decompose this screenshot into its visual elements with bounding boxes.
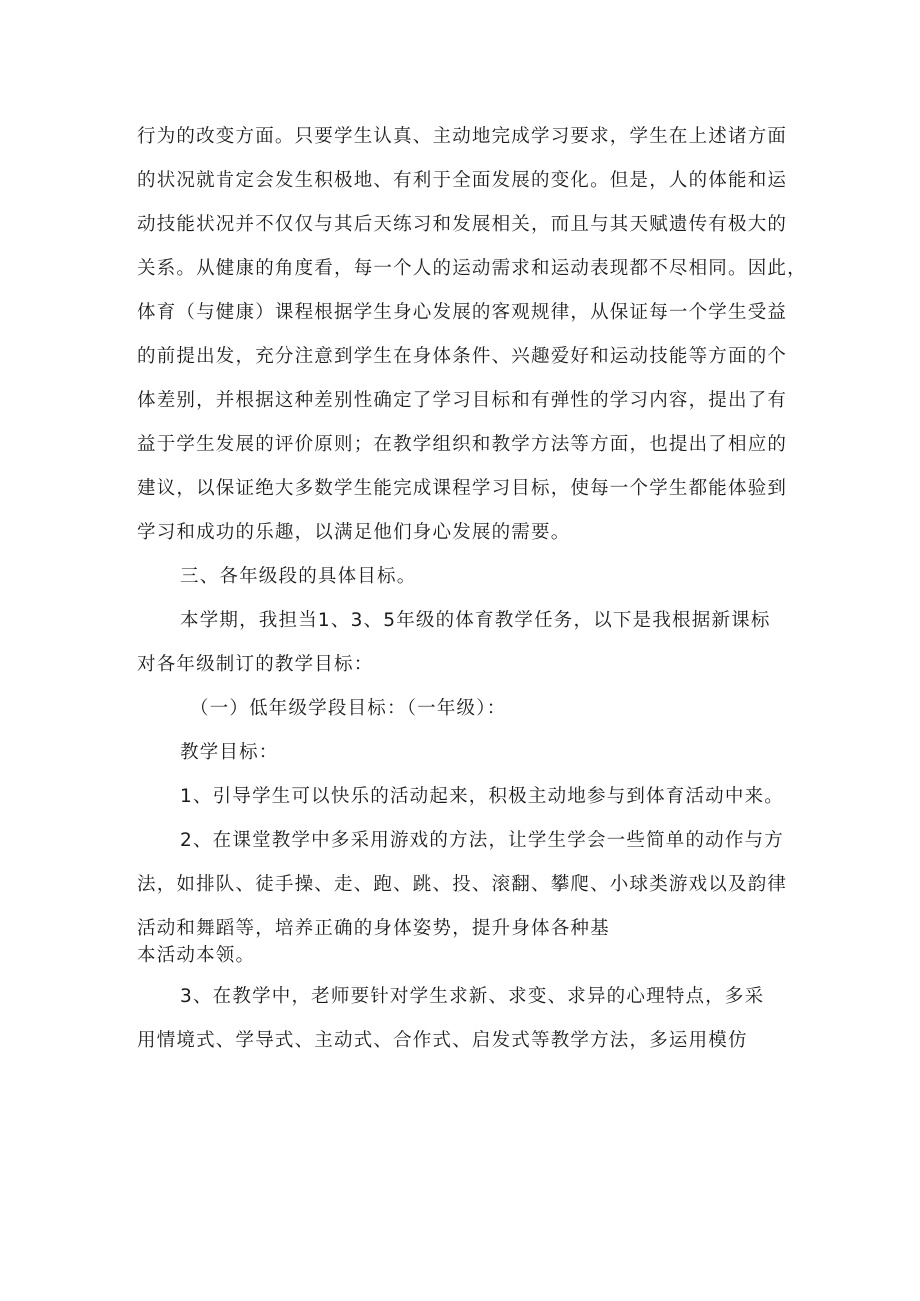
paragraph-line: 建议，以保证绝大多数学生能完成课程学习目标，使每一个学生都能体验到	[137, 478, 788, 499]
goal-item-3-line: 3、在教学中，老师要针对学生求新、求变、求异的心理特点，多采	[180, 986, 765, 1007]
paragraph-line: 学习和成功的乐趣，以满足他们身心发展的需要。	[137, 522, 571, 543]
subsection-heading: （一）低年级学段目标：（一年级）：	[190, 698, 507, 719]
goal-item-2-line: 法，如排队、徒手操、走、跑、跳、投、滚翻、攀爬、小球类游戏以及韵律	[137, 874, 788, 895]
paragraph-line: 行为的改变方面。只要学生认真、主动地完成学习要求，学生在上述诸方面	[137, 126, 788, 147]
intro-line: 对各年级制订的教学目标：	[137, 654, 374, 675]
paragraph-line: 的前提出发，充分注意到学生在身体条件、兴趣爱好和运动技能等方面的个	[137, 346, 788, 367]
goal-item-1: 1、引导学生可以快乐的活动起来，积极主动地参与到体育活动中来。	[180, 786, 784, 807]
goal-item-2-line: 2、在课堂教学中多采用游戏的方法，让学生学会一些简单的动作与方	[180, 830, 784, 851]
paragraph-line: 关系。从健康的角度看，每一个人的运动需求和运动表现都不尽相同。因此，	[137, 258, 807, 279]
paragraph-line: 体育（与健康）课程根据学生身心发展的客观规律，从保证每一个学生受益	[137, 302, 788, 323]
goal-item-2-line: 活动和舞蹈等，培养正确的身体姿势，提升身体各种基	[137, 918, 610, 939]
intro-line: 本学期，我担当1、3、5年级的体育教学任务，以下是我根据新课标	[180, 610, 771, 631]
paragraph-line: 的状况就肯定会发生积极地、有利于全面发展的变化。但是，人的体能和运	[137, 170, 788, 191]
goal-item-2-line: 本活动本领。	[137, 945, 256, 966]
paragraph-line: 动技能状况并不仅仅与其后天练习和发展相关，而且与其天赋遗传有极大的	[137, 214, 788, 235]
paragraph-line: 体差别，并根据这种差别性确定了学习目标和有弹性的学习内容，提出了有	[137, 390, 788, 411]
section-heading: 三、各年级段的具体目标。	[180, 566, 417, 587]
goal-label: 教学目标：	[180, 742, 279, 763]
paragraph-line: 益于学生发展的评价原则；在教学组织和教学方法等方面，也提出了相应的	[137, 434, 788, 455]
goal-item-3-line: 用情境式、学导式、主动式、合作式、启发式等教学方法，多运用模仿	[137, 1030, 748, 1051]
